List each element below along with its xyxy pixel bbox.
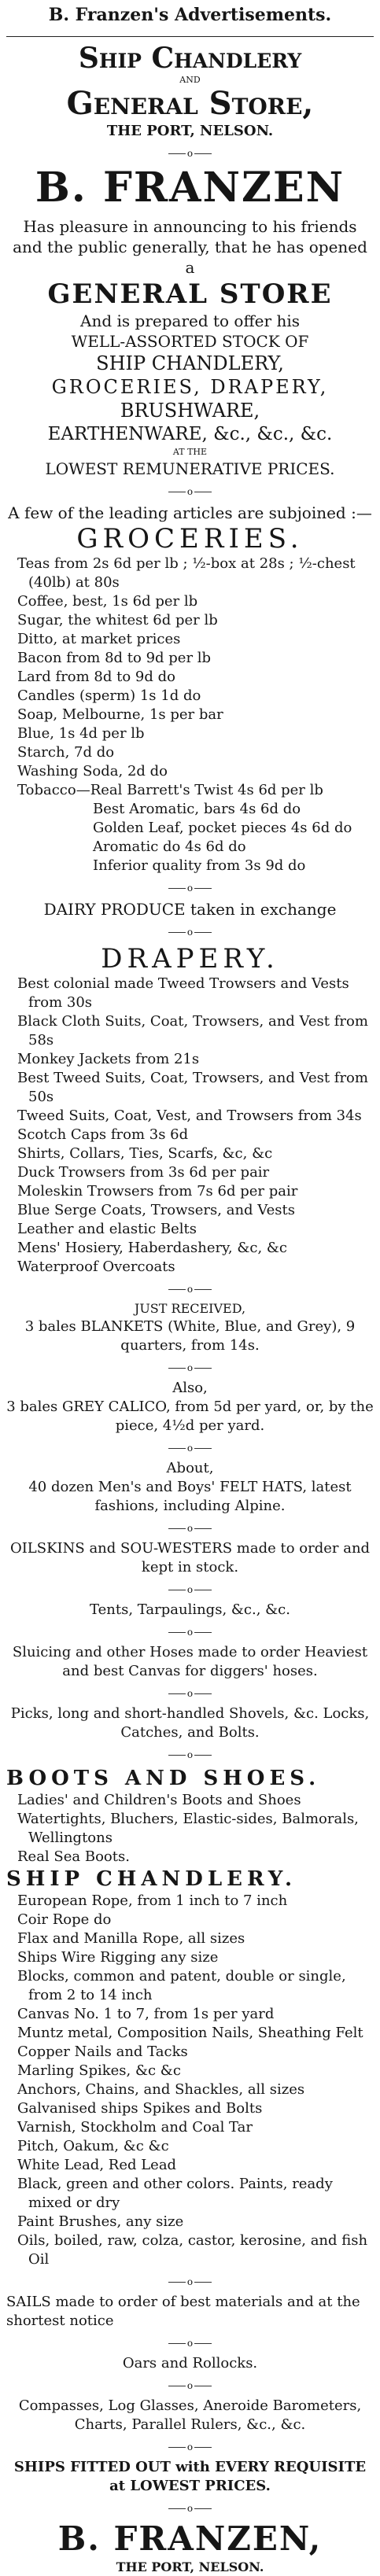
list-item: Golden Leaf, pocket pieces 4s 6d do bbox=[93, 820, 352, 836]
about-text: About, bbox=[166, 1460, 214, 1476]
page-header: B. Franzen's Advertisements. bbox=[48, 5, 332, 25]
boots-heading: BOOTS AND SHOES. bbox=[6, 1767, 321, 1790]
chandlery-list bbox=[6, 1892, 374, 2269]
list-item: Candles (sperm) 1s 1d do bbox=[17, 687, 201, 704]
groceries-drapery-line: GROCERIES, DRAPERY, bbox=[51, 376, 329, 398]
list-item: Lard from 8d to 9d do bbox=[17, 669, 175, 685]
groceries-heading: GROCERIES. bbox=[76, 523, 304, 555]
list-item: Duck Trowsers from 3s 6d per pair bbox=[17, 1164, 270, 1181]
list-item: Oils, boiled, raw, colza, castor, kerosine, and fish Oil bbox=[17, 2232, 368, 2268]
list-item: Marling Spikes, &c &c bbox=[17, 2062, 181, 2079]
list-item: Varnish, Stockholm and Coal Tar bbox=[17, 2119, 253, 2136]
brushware-line: BRUSHWARE, bbox=[120, 400, 260, 422]
ornament-divider: o bbox=[167, 2504, 214, 2513]
footer-place: THE PORT, NELSON. bbox=[116, 2559, 264, 2574]
list-item: White Lead, Red Lead bbox=[17, 2157, 177, 2173]
list-item: Inferior quality from 3s 9d do bbox=[93, 857, 306, 874]
ships-fitted-text: SHIPS FITTED OUT with EVERY REQUISITE at LOWEST PRICES. bbox=[13, 2459, 367, 2494]
footer-name: B. FRANZEN, bbox=[57, 2519, 323, 2558]
general-store-heading: GENERAL STORE bbox=[47, 278, 333, 310]
ornament-divider: o bbox=[167, 487, 214, 496]
list-item: Canvas No. 1 to 7, from 1s per yard bbox=[17, 2006, 275, 2022]
drapery-heading: DRAPERY. bbox=[101, 943, 279, 975]
dairy-produce-text: DAIRY PRODUCE taken in exchange bbox=[43, 900, 337, 919]
list-item: Flax and Manilla Rope, all sizes bbox=[17, 1930, 245, 1947]
ornament-divider: o bbox=[167, 2277, 214, 2287]
list-item: Coffee, best, 1s 6d per lb bbox=[17, 593, 198, 610]
ornament-divider: o bbox=[167, 2442, 214, 2452]
list-item: Bacon from 8d to 9d per lb bbox=[17, 650, 212, 666]
list-item: Teas from 2s 6d per lb ; ½-box at 28s ; ½-chest (40lb) at 80s bbox=[17, 555, 356, 591]
sluicing-text: Sluicing and other Hoses made to order Heaviest and best Canvas for diggers' hoses. bbox=[12, 1644, 368, 1679]
groceries-list bbox=[6, 555, 374, 875]
title-place: THE PORT, NELSON. bbox=[106, 123, 274, 139]
also-text: Also, bbox=[172, 1380, 208, 1396]
ship-chandlery-line: SHIP CHANDLERY, bbox=[96, 352, 284, 374]
ornament-divider: o bbox=[167, 1524, 214, 1533]
list-item: Anchors, Chains, and Shackles, all sizes bbox=[17, 2081, 305, 2098]
list-item: Leather and elastic Belts bbox=[17, 1221, 197, 1237]
felt-hats-text: 40 dozen Men's and Boys' FELT HATS, latest fashions, including Alpine. bbox=[28, 1479, 352, 1514]
ornament-divider: o bbox=[167, 883, 214, 893]
intro-text: Has pleasure in announcing to his friends and the public generally, that he has opened a bbox=[13, 217, 367, 277]
prepared-text: And is prepared to offer his bbox=[80, 311, 300, 330]
ornament-divider: o bbox=[167, 1443, 214, 1453]
compasses-text: Compasses, Log Glasses, Aneroide Barometers, Charts, Parallel Rulers, &c., &c. bbox=[18, 2397, 362, 2433]
ornament-divider: o bbox=[167, 1627, 214, 1637]
chandlery-heading: SHIP CHANDLERY. bbox=[6, 1867, 297, 1891]
few-articles-text: A few of the leading articles are subjoined :— bbox=[8, 503, 372, 522]
drapery-list bbox=[6, 975, 374, 1277]
ornament-divider: o bbox=[167, 2381, 214, 2390]
ornament-divider: o bbox=[167, 1363, 214, 1373]
list-item: Paint Brushes, any size bbox=[17, 2213, 184, 2230]
list-item: Best Aromatic, bars 4s 6d do bbox=[93, 801, 301, 817]
ornament-divider: o bbox=[167, 1585, 214, 1594]
list-item: Black Cloth Suits, Coat, Trowsers, and Vest from 58s bbox=[17, 1013, 368, 1048]
ornament-divider: o bbox=[167, 1689, 214, 1698]
list-item: Real Sea Boots. bbox=[17, 1848, 130, 1865]
advertisement-page bbox=[0, 3, 380, 2574]
list-item: Washing Soda, 2d do bbox=[17, 763, 168, 779]
list-item: Soap, Melbourne, 1s per bar bbox=[17, 706, 223, 723]
ornament-divider: o bbox=[167, 1284, 214, 1294]
at-the-line: AT THE bbox=[172, 447, 208, 457]
list-item: Ladies' and Children's Boots and Shoes bbox=[17, 1792, 301, 1808]
ornament-divider: o bbox=[167, 1750, 214, 1760]
list-item: Coir Rope do bbox=[17, 1911, 112, 1928]
list-item: Shirts, Collars, Ties, Scarfs, &c, &c bbox=[17, 1145, 273, 1162]
title-general-store: General Store, bbox=[66, 85, 314, 122]
list-item: Ditto, at market prices bbox=[17, 631, 181, 647]
list-item: Blocks, common and patent, double or single, from 2 to 14 inch bbox=[17, 1968, 346, 2003]
title-and: AND bbox=[179, 75, 201, 85]
list-item: Monkey Jackets from 21s bbox=[17, 1051, 200, 1067]
lowest-prices-line: LOWEST REMUNERATIVE PRICES. bbox=[45, 459, 335, 478]
list-item: Mens' Hosiery, Haberdashery, &c, &c bbox=[17, 1240, 288, 1256]
merchant-name: B. FRANZEN bbox=[35, 164, 345, 212]
list-item: Waterproof Overcoats bbox=[17, 1259, 175, 1275]
list-item: Muntz metal, Composition Nails, Sheathing Felt bbox=[17, 2025, 363, 2041]
list-item: Pitch, Oakum, &c &c bbox=[17, 2138, 169, 2154]
list-item: Tweed Suits, Coat, Vest, and Trowsers from 34s bbox=[17, 1107, 362, 1124]
header-rule bbox=[6, 36, 374, 37]
ornament-divider: o bbox=[167, 927, 214, 937]
list-item: Copper Nails and Tacks bbox=[17, 2043, 188, 2060]
list-item: Aromatic do 4s 6d do bbox=[93, 838, 246, 855]
list-item: European Rope, from 1 inch to 7 inch bbox=[17, 1892, 288, 1909]
sails-text: SAILS made to order of best materials and at the shortest notice bbox=[6, 2294, 360, 2329]
list-item: Moleskin Trowsers from 7s 6d per pair bbox=[17, 1183, 298, 1200]
oars-text: Oars and Rollocks. bbox=[122, 2355, 258, 2371]
list-item: Sugar, the whitest 6d per lb bbox=[17, 612, 218, 628]
title-ship-chandlery: Ship Chandlery bbox=[78, 42, 302, 75]
boots-list bbox=[6, 1791, 374, 1867]
list-item: Best Tweed Suits, Coat, Trowsers, and Vest from 50s bbox=[17, 1070, 368, 1105]
blankets-text: 3 bales BLANKETS (White, Blue, and Grey), 9 quarters, from 14s. bbox=[24, 1318, 356, 1354]
list-item: Black, green and other colors. Paints, ready mixed or dry bbox=[17, 2176, 333, 2211]
list-item: Galvanised ships Spikes and Bolts bbox=[17, 2100, 263, 2117]
picks-text: Picks, long and short-handled Shovels, &c. Locks, Catches, and Bolts. bbox=[10, 1705, 370, 1741]
calico-text: 3 bales GREY CALICO, from 5d per yard, or, by the piece, 4½d per yard. bbox=[6, 1399, 374, 1434]
list-item: Tobacco—Real Barrett's Twist 4s 6d per lb bbox=[17, 782, 323, 798]
list-item: Starch, 7d do bbox=[17, 744, 115, 761]
list-item: Blue, 1s 4d per lb bbox=[17, 725, 145, 742]
list-item: Ships Wire Rigging any size bbox=[17, 1949, 219, 1966]
list-item: Blue Serge Coats, Trowsers, and Vests bbox=[17, 1202, 295, 1218]
stock-text: WELL-ASSORTED STOCK OF bbox=[71, 332, 309, 351]
ornament-divider: o bbox=[167, 149, 214, 158]
oilskins-text: OILSKINS and SOU-WESTERS made to order and kept in stock. bbox=[9, 1540, 371, 1575]
ornament-divider: o bbox=[167, 2338, 214, 2348]
list-item: Scotch Caps from 3s 6d bbox=[17, 1126, 189, 1143]
tents-text: Tents, Tarpaulings, &c., &c. bbox=[90, 1601, 290, 1618]
list-item: Best colonial made Tweed Trowsers and Vests from 30s bbox=[17, 975, 349, 1011]
list-item: Watertights, Bluchers, Elastic-sides, Balmorals, Wellingtons bbox=[17, 1811, 359, 1846]
earthenware-line: EARTHENWARE, &c., &c., &c. bbox=[47, 424, 333, 444]
just-received-text: JUST RECEIVED, bbox=[134, 1301, 246, 1316]
